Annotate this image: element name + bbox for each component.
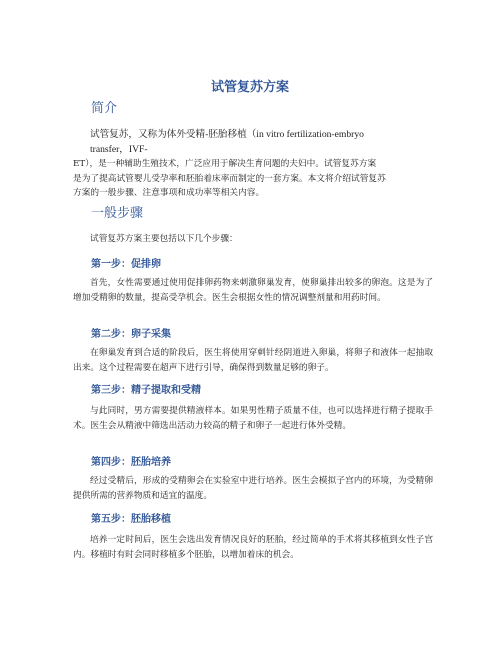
step5-text: 培养一定时间后，医生会选出发育情况良好的胚胎，经过简单的手术将其移植到女性子宫内。移植时有时会同时移植多个胚胎，以增加着床的机会。 [73,535,433,560]
step1-title: 第一步：促排卵 [91,259,161,270]
step1-text: 首先，女性需要通过使用促排卵药物来刺激卵巢发育，使卵巢排出较多的卵泡。这是为了增加受精卵的数量，提高受孕机会。医生会根据女性的情况调整剂量和用药时间。 [73,278,433,303]
step4-title: 第四步：胚胎培养 [91,457,171,468]
step2-title: 第二步：卵子采集 [91,329,171,340]
intro-line-2: transfer，IVF- [90,143,148,155]
intro-paragraph [73,128,433,201]
section-heading-steps: 一般步骤 [91,206,144,221]
intro-line-3: ET），是一种辅助生殖技术，广泛应用于解决生育问题的夫妇中。试管复苏方案 [73,159,377,170]
step2-text: 在卵巢发育到合适的阶段后，医生将使用穿刺针经阴道进入卵巢，将卵子和液体一起抽取出来。这个过程需要在超声下进行引导，确保得到数量足够的卵子。 [73,348,433,373]
intro-line-4: 是为了提高试管婴儿受孕率和胚胎着床率而制定的一套方案。本文将介绍试管复苏 [73,173,386,184]
section-heading-intro: 简介 [91,101,118,116]
step4-text: 经过受精后，形成的受精卵会在实验室中进行培养。医生会模拟子宫内的环境，为受精卵提供所需的营养物质和适宜的温度。 [73,476,433,501]
steps-intro-text: 试管复苏方案主要包括以下几个步骤： [90,234,238,244]
step3-text: 与此同时，男方需要提供精液样本。如果男性精子质量不佳，也可以选择进行精子提取手术。医生会从精液中筛选出活动力较高的精子和卵子一起进行体外受精。 [73,406,433,431]
step5-title: 第五步：胚胎移植 [91,514,171,525]
intro-line-1: 试管复苏，又称为体外受精-胚胎移植（in vitro fertilization-embryo [90,129,364,140]
intro-line-5: 方案的一般步骤、注意事项和成功率等相关内容。 [73,188,265,199]
document-title: 试管复苏方案 [210,80,289,95]
step3-title: 第三步：精子提取和受精 [91,385,201,396]
